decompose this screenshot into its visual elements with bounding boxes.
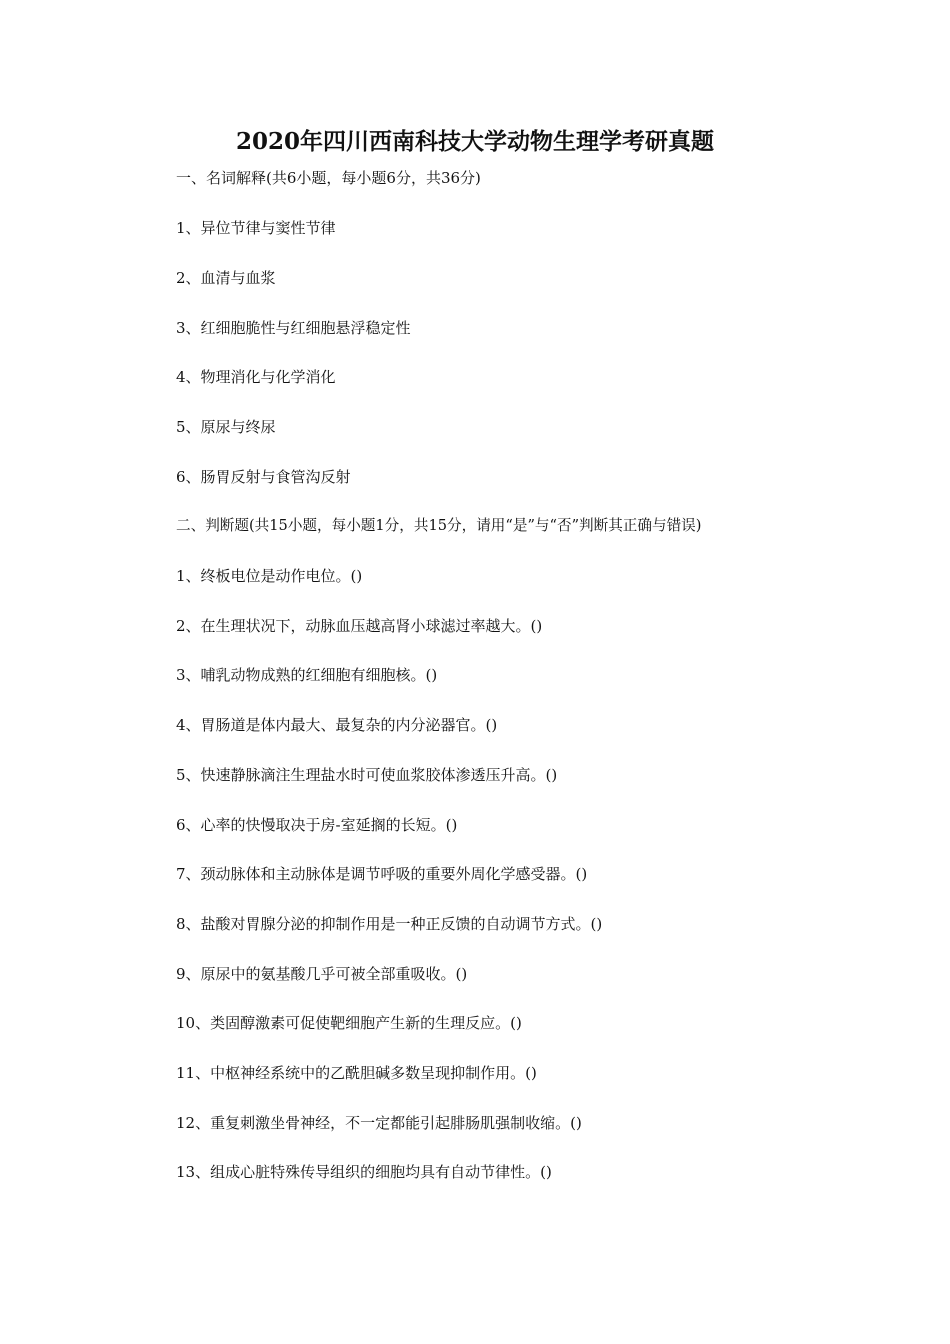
section2-item: 10、类固醇激素可促使靶细胞产生新的生理反应。(): [176, 1014, 522, 1032]
section1-item: 4、物理消化与化学消化: [176, 368, 336, 386]
section2-item: 1、终板电位是动作电位。(): [176, 567, 363, 585]
section1-item: 2、血清与血浆: [176, 269, 276, 287]
section2-item: 13、组成心脏特殊传导组织的细胞均具有自动节律性。(): [176, 1163, 552, 1181]
section2-heading: 二、判断题(共15小题，每小题1分，共15分，请用“是”与“否”判断其正确与错误): [176, 517, 702, 534]
section1-item: 6、肠胃反射与食管沟反射: [176, 468, 351, 486]
section1-heading: 一、名词解释(共6小题，每小题6分，共36分): [176, 169, 481, 187]
section2-item: 11、中枢神经系统中的乙酰胆碱多数呈现抑制作用。(): [176, 1064, 537, 1082]
section1-item: 3、红细胞脆性与红细胞悬浮稳定性: [176, 319, 411, 337]
section2-item: 12、重复刺激坐骨神经，不一定都能引起腓肠肌强制收缩。(): [176, 1114, 582, 1132]
section1-item: 1、异位节律与窦性节律: [176, 219, 336, 237]
section2-item: 8、盐酸对胃腺分泌的抑制作用是一种正反馈的自动调节方式。(): [176, 915, 603, 933]
section2-item: 4、胃肠道是体内最大、最复杂的内分泌器官。(): [176, 716, 498, 734]
section2-item: 3、哺乳动物成熟的红细胞有细胞核。(): [176, 666, 438, 684]
document-title: 2020年四川西南科技大学动物生理学考研真题: [235, 128, 714, 155]
section1-item: 5、原尿与终尿: [176, 418, 276, 436]
section2-item: 6、心率的快慢取决于房-室延搁的长短。(): [176, 816, 458, 834]
section2-item: 2、在生理状况下，动脉血压越高肾小球滤过率越大。(): [176, 617, 543, 635]
section2-item: 5、快速静脉滴注生理盐水时可使血浆胶体渗透压升高。(): [176, 766, 558, 784]
section2-item: 7、颈动脉体和主动脉体是调节呼吸的重要外周化学感受器。(): [176, 865, 588, 883]
section2-item: 9、原尿中的氨基酸几乎可被全部重吸收。(): [176, 965, 468, 983]
